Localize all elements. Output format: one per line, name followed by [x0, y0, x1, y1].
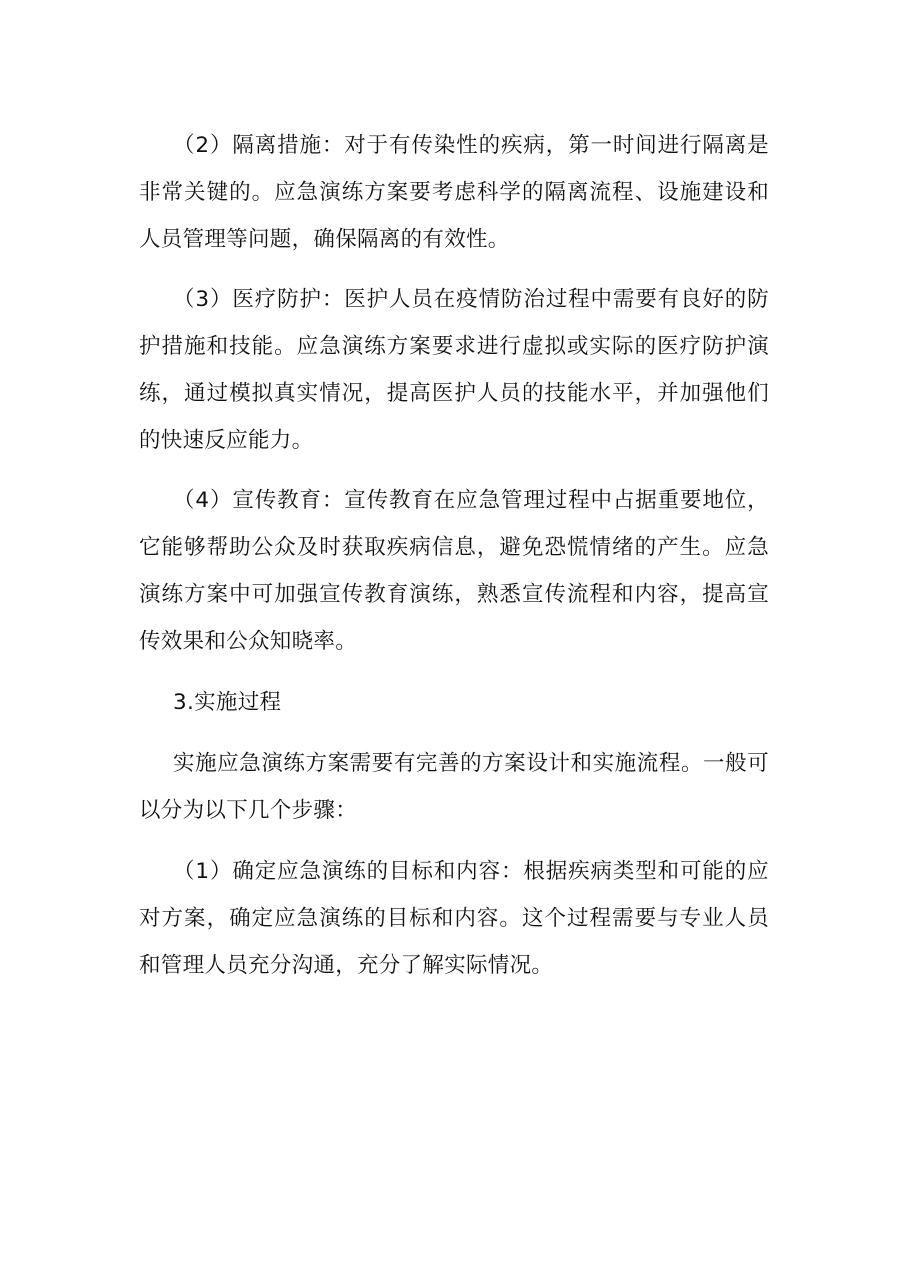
paragraph-implementation-intro: 实施应急演练方案需要有完善的方案设计和实施流程。一般可以分为以下几个步骤： [139, 751, 769, 823]
paragraph-isolation-measures: （2）隔离措施：对于有传染性的疾病，第一时间进行隔离是非常关键的。应急演练方案要考虑科学的隔离流程、设施建设和人员管理等问题，确保隔离的有效性。 [139, 133, 769, 252]
section-heading-implementation: 3.实施过程 [173, 690, 282, 715]
paragraph-publicity-education: （4）宣传教育：宣传教育在应急管理过程中占据重要地位，它能够帮助公众及时获取疾病信息，避免恐慌情绪的产生。应急演练方案中可加强宣传教育演练，熟悉宣传流程和内容，提高宣传效果和公众知晓率。 [139, 488, 769, 654]
paragraph-step-1: （1）确定应急演练的目标和内容：根据疾病类型和可能的应对方案，确定应急演练的目标和内容。这个过程需要与专业人员和管理人员充分沟通，充分了解实际情况。 [139, 859, 769, 978]
document-body [139, 122, 769, 989]
paragraph-medical-protection: （3）医疗防护：医护人员在疫情防治过程中需要有良好的防护措施和技能。应急演练方案要求进行虚拟或实际的医疗防护演练，通过模拟真实情况，提高医护人员的技能水平，并加强他们的快速反应能力。 [139, 287, 769, 453]
